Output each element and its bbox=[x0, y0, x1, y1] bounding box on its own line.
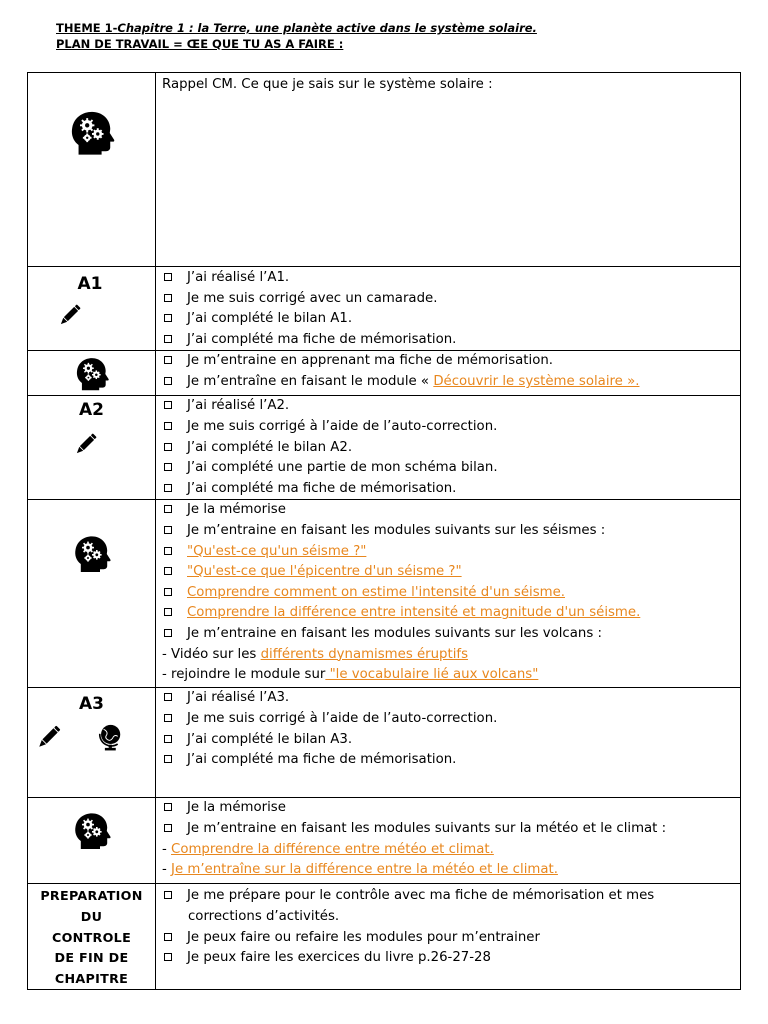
a1-mem-item-2[interactable]: Je m’entraîne en faisant le module « Découvrir le système solaire ». bbox=[162, 372, 740, 393]
a3-mem-content-cell bbox=[156, 798, 741, 884]
link-intensite-magnitude[interactable]: Comprendre la différence entre intensité et magnitude d'un séisme. bbox=[187, 605, 641, 621]
checkbox[interactable] bbox=[164, 608, 172, 616]
a1-label-cell bbox=[28, 267, 156, 351]
a2-item-1[interactable]: J’ai réalisé l’A2. bbox=[162, 396, 740, 417]
link-epicentre-seisme[interactable]: "Qu'est-ce que l'épicentre d'un séisme ?" bbox=[187, 564, 462, 580]
a3-item-3[interactable]: J’ai complété le bilan A3. bbox=[162, 730, 740, 751]
row-a2 bbox=[28, 396, 741, 500]
row-a3 bbox=[28, 688, 741, 798]
checkbox[interactable] bbox=[164, 714, 172, 722]
checkbox[interactable] bbox=[164, 629, 172, 637]
prep-item-3[interactable]: Je peux faire les exercices du livre p.26-27-28 bbox=[162, 948, 740, 969]
checkbox[interactable] bbox=[164, 377, 172, 385]
a1-mem-content-cell bbox=[156, 351, 741, 396]
checkbox[interactable] bbox=[164, 803, 172, 811]
a2-seisme-link-2[interactable] bbox=[162, 562, 740, 583]
a3-label-cell bbox=[28, 688, 156, 798]
checkbox[interactable] bbox=[164, 933, 172, 941]
checkbox[interactable] bbox=[164, 505, 172, 513]
a1-content-cell bbox=[156, 267, 741, 351]
rappel-content-cell bbox=[156, 73, 741, 267]
checkbox[interactable] bbox=[164, 294, 172, 302]
a2-seisme-link-1[interactable] bbox=[162, 542, 740, 563]
a2-mem-content-cell bbox=[156, 500, 741, 688]
a3-meteo-link-2-line: - Je m’entraîne sur la différence entre la météo et le climat. bbox=[162, 862, 558, 878]
prep-item-1[interactable]: Je me prépare pour le contrôle avec ma fiche de mémorisation et mes bbox=[162, 886, 740, 907]
title-chapter: Chapitre 1 : la Terre, une planète active dans le système solaire. bbox=[117, 21, 537, 35]
pencil-icon bbox=[56, 301, 84, 329]
checkbox[interactable] bbox=[164, 273, 172, 281]
row-a2-memorisation bbox=[28, 500, 741, 688]
checkbox[interactable] bbox=[164, 567, 172, 575]
a3-memorise[interactable]: Je la mémorise bbox=[162, 798, 740, 819]
a2-mem-icon-cell bbox=[28, 500, 156, 688]
link-quest-ce-quun-seisme[interactable]: "Qu'est-ce qu'un séisme ?" bbox=[187, 543, 367, 559]
prep-content-cell bbox=[156, 884, 741, 990]
prep-label: PREPARATION DU CONTROLE DE FIN DE CHAPITRE bbox=[40, 888, 143, 986]
checkbox[interactable] bbox=[164, 824, 172, 832]
a2-label-cell bbox=[28, 396, 156, 500]
a3-item-2[interactable]: Je me suis corrigé à l’aide de l’auto-correction. bbox=[162, 709, 740, 730]
a3-label: A3 bbox=[79, 694, 104, 715]
checkbox[interactable] bbox=[164, 891, 172, 899]
row-preparation bbox=[28, 884, 741, 990]
checkbox[interactable] bbox=[164, 422, 172, 430]
prep-item-2[interactable]: Je peux faire ou refaire les modules pour m’entrainer bbox=[162, 928, 740, 949]
a3-meteo-link-1-line: - Comprendre la différence entre météo et climat. bbox=[162, 841, 494, 857]
link-dynamismes-eruptifs[interactable]: différents dynamismes éruptifs bbox=[260, 646, 469, 662]
checkbox[interactable] bbox=[164, 693, 172, 701]
link-vocabulaire-volcans[interactable]: "le vocabulaire lié aux volcans" bbox=[325, 667, 539, 683]
checkbox[interactable] bbox=[164, 526, 172, 534]
link-decouvrir-systeme-solaire[interactable]: Découvrir le système solaire ». bbox=[433, 373, 640, 389]
a2-item-2[interactable]: Je me suis corrigé à l’aide de l’auto-correction. bbox=[162, 417, 740, 438]
a3-item-1[interactable]: J’ai réalisé l’A3. bbox=[162, 688, 740, 709]
a2-memorise[interactable]: Je la mémorise bbox=[162, 500, 740, 521]
checkbox[interactable] bbox=[164, 335, 172, 343]
work-plan-table bbox=[27, 72, 741, 990]
a1-item-1[interactable]: J’ai réalisé l’A1. bbox=[162, 268, 740, 289]
checkbox[interactable] bbox=[164, 401, 172, 409]
a1-item-4[interactable]: J’ai complété ma fiche de mémorisation. bbox=[162, 330, 740, 351]
pencil-icon bbox=[34, 722, 64, 752]
a3-mem-icon-cell bbox=[28, 798, 156, 884]
checkbox[interactable] bbox=[164, 314, 172, 322]
checkbox[interactable] bbox=[164, 484, 172, 492]
document-title bbox=[56, 21, 537, 35]
a3-content-cell bbox=[156, 688, 741, 798]
a2-item-3[interactable]: J’ai complété le bilan A2. bbox=[162, 438, 740, 459]
a3-meteo-intro[interactable]: Je m’entraine en faisant les modules suivants sur la météo et le climat : bbox=[162, 819, 740, 840]
checkbox[interactable] bbox=[164, 953, 172, 961]
head-gears-icon bbox=[74, 355, 110, 393]
a2-label: A2 bbox=[79, 400, 104, 421]
a2-volcans-intro[interactable]: Je m’entraine en faisant les modules suivants sur les volcans : bbox=[162, 624, 740, 645]
prep-item-1-continued: corrections d’activités. bbox=[188, 908, 340, 924]
link-difference-meteo-climat[interactable]: Comprendre la différence entre météo et climat. bbox=[171, 841, 494, 857]
a3-item-4[interactable]: J’ai complété ma fiche de mémorisation. bbox=[162, 750, 740, 771]
a2-seisme-link-4[interactable] bbox=[162, 603, 740, 624]
a2-video-line: - Vidéo sur les différents dynamismes éruptifs bbox=[162, 646, 469, 662]
a2-content-cell bbox=[156, 396, 741, 500]
a2-seisme-link-3[interactable] bbox=[162, 583, 740, 604]
checkbox[interactable] bbox=[164, 755, 172, 763]
row-a1-memorisation bbox=[28, 351, 741, 396]
row-a3-memorisation bbox=[28, 798, 741, 884]
title-prefix: THEME 1- bbox=[56, 21, 118, 35]
checkbox[interactable] bbox=[164, 588, 172, 596]
a2-module-line: - rejoindre le module sur "le vocabulaire lié aux volcans" bbox=[162, 667, 539, 683]
checkbox[interactable] bbox=[164, 735, 172, 743]
a1-item-2[interactable]: Je me suis corrigé avec un camarade. bbox=[162, 289, 740, 310]
globe-icon bbox=[94, 720, 126, 754]
head-gears-icon bbox=[72, 810, 112, 852]
rappel-text: Rappel CM. Ce que je sais sur le système solaire : bbox=[162, 77, 493, 92]
row-rappel bbox=[28, 73, 741, 267]
head-gears-icon bbox=[68, 107, 116, 159]
checkbox[interactable] bbox=[164, 443, 172, 451]
checkbox[interactable] bbox=[164, 356, 172, 364]
a1-item-3[interactable]: J’ai complété le bilan A1. bbox=[162, 309, 740, 330]
link-entraine-meteo-climat[interactable]: Je m’entraîne sur la différence entre la météo et le climat. bbox=[171, 862, 558, 878]
a1-mem-icon-cell bbox=[28, 351, 156, 396]
a1-label: A1 bbox=[77, 274, 103, 294]
link-intensite-seisme[interactable]: Comprendre comment on estime l'intensité d'un séisme. bbox=[187, 584, 565, 600]
a2-item-4[interactable]: J’ai complété une partie de mon schéma bilan. bbox=[162, 458, 740, 479]
row-a1 bbox=[28, 267, 741, 351]
checkbox[interactable] bbox=[164, 463, 172, 471]
pencil-icon bbox=[72, 430, 100, 458]
a2-seismes-intro[interactable]: Je m’entraine en faisant les modules suivants sur les séismes : bbox=[162, 521, 740, 542]
rappel-icon-cell bbox=[28, 73, 156, 267]
head-gears-icon bbox=[72, 532, 112, 576]
a3-icons bbox=[28, 720, 155, 754]
a2-item-5[interactable]: J’ai complété ma fiche de mémorisation. bbox=[162, 479, 740, 500]
document-subtitle: PLAN DE TRAVAIL = ŒE QUE TU AS A FAIRE : bbox=[56, 37, 344, 51]
prep-label-cell bbox=[28, 884, 156, 990]
a1-mem-item-1[interactable]: Je m’entraine en apprenant ma fiche de mémorisation. bbox=[162, 351, 740, 372]
checkbox[interactable] bbox=[164, 547, 172, 555]
